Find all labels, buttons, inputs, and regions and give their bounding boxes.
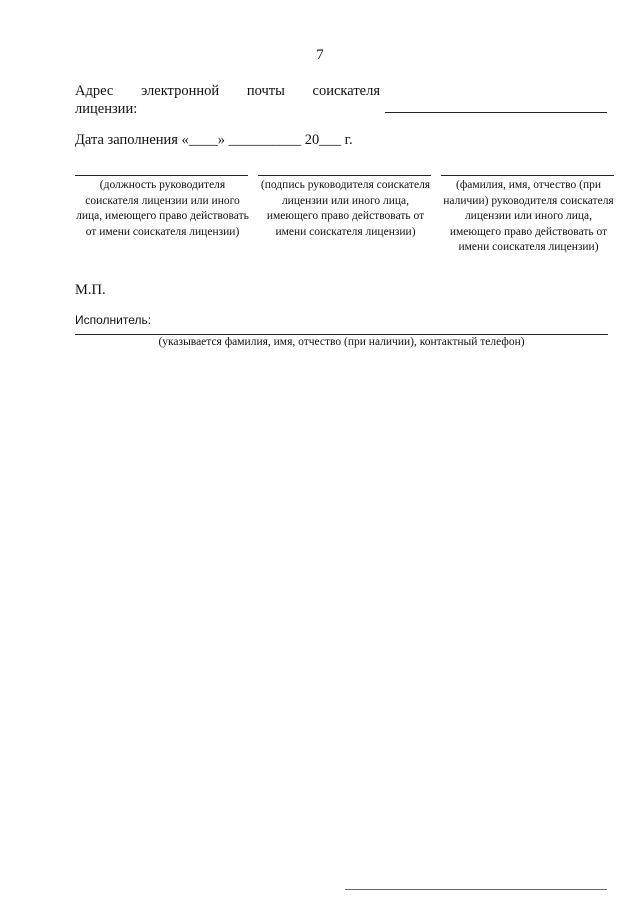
email-label-line-2: лицензии: [75,101,138,117]
email-address-label [75,82,380,118]
stamp-label: М.П. [75,282,106,298]
footer-line [345,889,607,890]
email-label-word: Адрес [75,83,114,99]
email-label-word: соискателя [312,83,380,99]
executor-label: Исполнитель: [75,313,152,327]
full-name-caption: (фамилия, имя, отчество (при наличии) руководителя соискателя лицензии или иного лица, имеющего право действовать от имени соискателя лицензии) [443,179,614,253]
email-label-word: почты [246,83,285,99]
position-signature-line [75,175,248,176]
executor-caption: (указывается фамилия, имя, отчество (при наличии), контактный телефон) [158,336,525,348]
email-label-word: электронной [141,83,220,99]
position-caption: (должность руководителя соискателя лицензии или иного лица, имеющего право действовать от имени соискателя лицензии) [76,179,249,238]
executor-fill-line [75,334,608,335]
fill-date-label: Дата заполнения «____» __________ 20___ г. [75,132,353,148]
email-label-line-1 [75,82,380,100]
email-fill-line [385,112,607,113]
signature-line [258,175,431,176]
signature-caption: (подпись руководителя соискателя лицензии или иного лица, имеющего право действовать от имени соискателя лицензии) [260,179,431,238]
page-number: 7 [316,47,324,63]
full-name-signature-line [441,175,614,176]
